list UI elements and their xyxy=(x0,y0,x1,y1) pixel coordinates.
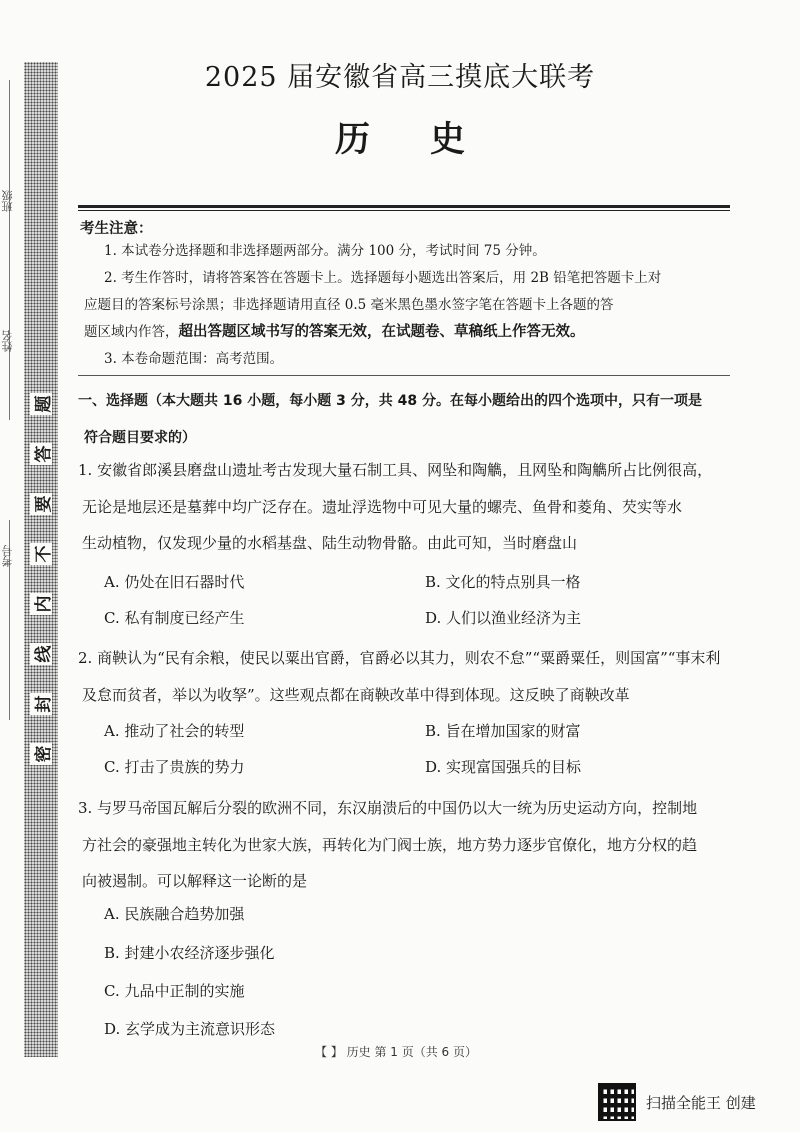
section-heading xyxy=(78,383,738,457)
side-field-id: 考号 xyxy=(1,545,14,567)
question-stem-line: 3. 与罗马帝国瓦解后分裂的欧洲不同，东汉崩溃后的中国仍以大一统为历史运动方向，控制地 xyxy=(78,799,698,817)
notice-heading: 考生注意： xyxy=(80,221,153,237)
notice-item-cont: 应题目的答案标号涂黑；非选择题请用直径 0.5 毫米黑色墨水签字笔在答题卡上各题的答 xyxy=(84,297,614,313)
notice-item-cont xyxy=(80,319,740,346)
question-stem-line: 向被遏制。可以解释这一论断的是 xyxy=(82,872,308,890)
question-stem-line: 1. 安徽省郎溪县磨盘山遗址考古发现大量石制工具、网坠和陶觹，且网坠和陶觹所占比例很高， xyxy=(78,461,713,479)
side-field-name: 姓名 xyxy=(1,330,14,352)
option-b: B. 封建小农经济逐步强化 xyxy=(104,944,275,962)
side-label: 内 xyxy=(30,593,52,615)
side-label: 密 xyxy=(30,743,52,765)
option-a: A. 推动了社会的转型 xyxy=(104,722,245,740)
notice-item-cont-text: 题区域内作答， xyxy=(84,324,179,340)
option-d: D. 实现富国强兵的目标 xyxy=(425,758,582,776)
option-a: A. 民族融合趋势加强 xyxy=(104,905,245,923)
side-label: 封 xyxy=(30,693,52,715)
section-rule xyxy=(78,375,730,376)
page-footer: 【 】 历史 第 1 页（共 6 页） xyxy=(315,1045,477,1059)
question-stem-line: 2. 商鞅认为“民有余粮，使民以粟出官爵，官爵必以其力，则农不怠”“粟爵粟任，则国富”“事末利 xyxy=(78,649,721,667)
option-c: C. 打击了贵族的势力 xyxy=(104,758,245,776)
option-d: D. 人们以渔业经济为主 xyxy=(425,609,582,627)
side-label: 题 xyxy=(30,393,52,415)
question-stem-line: 无论是地层还是墓葬中均广泛存在。遗址浮选物中可见大量的螺壳、鱼骨和菱角、芡实等水 xyxy=(82,497,683,516)
side-label: 不 xyxy=(30,543,52,565)
section-heading-line: 一、选择题（本大题共 16 小题，每小题 3 分，共 48 分。在每小题给出的四个选项中，只有一项是 xyxy=(78,393,702,409)
question-stem-line: 方社会的豪强地主转化为世家大族，再转化为门阀士族，地方势力逐步官僚化，地方分权的趋 xyxy=(82,835,698,854)
option-b: B. 旨在增加国家的财富 xyxy=(425,722,581,740)
header-rule-thin xyxy=(78,210,730,211)
side-label: 答 xyxy=(30,443,52,465)
subject-title: 历史 xyxy=(334,120,525,160)
exam-title: 2025 届安徽省高三摸底大联考 xyxy=(204,62,596,93)
side-field-class: 班级 xyxy=(1,190,14,212)
question-stem-line: 生动植物，仅发现少量的水稻基盘、陆生动物骨骼。由此可知，当时磨盘山 xyxy=(82,534,578,552)
option-d: D. 玄学成为主流意识形态 xyxy=(104,1020,276,1038)
side-label: 线 xyxy=(30,643,52,665)
qr-code-icon xyxy=(598,1083,636,1121)
option-b: B. 文化的特点别具一格 xyxy=(425,573,581,591)
notice-block xyxy=(80,217,740,373)
option-c: C. 私有制度已经产生 xyxy=(104,609,245,627)
side-label: 要 xyxy=(30,493,52,515)
scanner-watermark: 扫描全能王 创建 xyxy=(646,1094,756,1112)
question-1 xyxy=(78,452,738,562)
section-heading-line: 符合题目要求的） xyxy=(84,430,196,446)
option-c: C. 九品中正制的实施 xyxy=(104,982,245,1000)
question-2 xyxy=(78,640,738,713)
notice-item: 3. 本卷命题范围：高考范围。 xyxy=(104,351,284,367)
notice-item: 2. 考生作答时，请将答案答在答题卡上。选择题每小题选出答案后，用 2B 铅笔把答题卡上对 xyxy=(104,270,662,286)
notice-item: 1. 本试卷分选择题和非选择题两部分。满分 100 分，考试时间 75 分钟。 xyxy=(104,243,546,259)
header-rule xyxy=(78,205,730,208)
option-a: A. 仍处在旧石器时代 xyxy=(104,573,245,591)
question-stem-line: 及怠而贫者，举以为收孥”。这些观点都在商鞅改革中得到体现。这反映了商鞅改革 xyxy=(82,685,630,704)
handwritten-note: 超出答题区域书写的答案无效，在试题卷、草稿纸上作答无效。 xyxy=(178,324,585,340)
question-3 xyxy=(78,790,738,900)
